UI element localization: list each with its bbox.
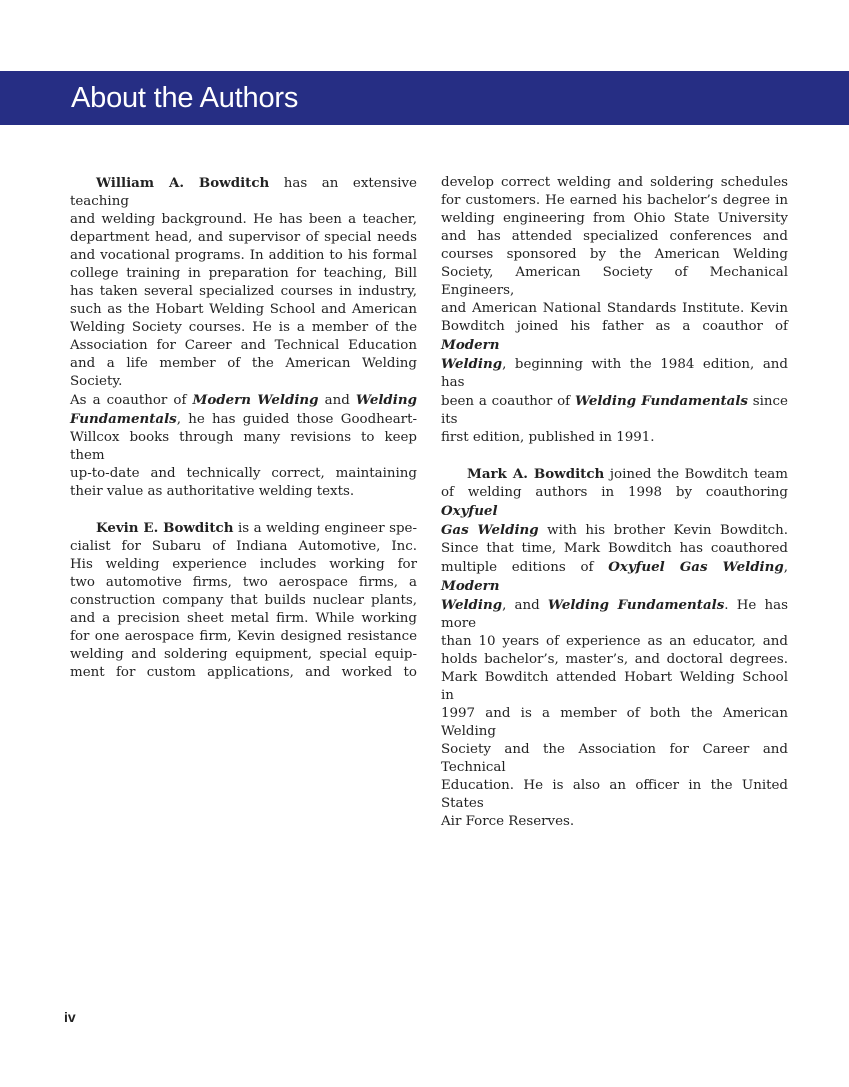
book-title: Oxyfuel Gas Welding: [608, 559, 784, 575]
text-line: develop correct welding and soldering schedules: [441, 175, 788, 190]
book-title: Welding: [441, 597, 503, 613]
text-line: and a precision sheet metal firm. While working: [70, 611, 417, 626]
author-name: Mark A. Bowditch: [467, 466, 605, 482]
text-line: Willcox books through many revisions to keep them: [70, 430, 417, 463]
book-title: Welding Fundamentals: [574, 393, 748, 409]
text-line: Welding, and Welding Fundamentals. He has more: [441, 597, 788, 631]
text-line: department head, and supervisor of special needs: [70, 230, 417, 245]
text-line: Society, American Society of Mechanical Engineers,: [441, 265, 788, 298]
book-title: Welding Fundamentals: [547, 597, 725, 613]
text-line: and has attended specialized conferences and: [441, 229, 788, 244]
text-line: Association for Career and Technical Education: [70, 338, 417, 353]
bio-paragraph: [441, 465, 788, 831]
bio-paragraph: [70, 519, 417, 682]
text-line: Mark Bowditch attended Hobart Welding School in: [441, 670, 788, 703]
text-line: two automotive firms, two aerospace firms, a: [70, 575, 417, 590]
text-line: Society and the Association for Career and Technical: [441, 742, 788, 775]
text-line: Education. He is also an officer in the United States: [441, 778, 788, 811]
text-line: Welding Society courses. He is a member of the: [70, 320, 417, 335]
text-line: construction company that builds nuclear plants,: [70, 593, 417, 608]
section-header-banner: [0, 71, 849, 125]
text-line: of welding authors in 1998 by coauthoring Oxyfuel: [441, 485, 788, 519]
book-title: Welding: [355, 392, 417, 408]
book-title: Modern Welding: [192, 392, 319, 408]
book-title: Welding: [441, 356, 503, 372]
text-line: Air Force Reserves.: [441, 814, 575, 829]
text-line: and a life member of the American Welding Society.: [70, 356, 417, 389]
text-line: welding engineering from Ohio State University: [441, 211, 788, 226]
text-line: Gas Welding with his brother Kevin Bowditch.: [441, 522, 788, 538]
text-line: His welding experience includes working for: [70, 557, 417, 572]
left-column: [70, 174, 417, 700]
text-line: up-to-date and technically correct, maintaining: [70, 466, 417, 481]
book-title: Fundamentals: [70, 411, 177, 427]
bio-paragraph: [441, 174, 788, 447]
text-line: multiple editions of Oxyfuel Gas Welding, Modern: [441, 559, 789, 594]
text-line: their value as authoritative welding texts.: [70, 484, 355, 499]
bio-paragraph: [70, 174, 417, 501]
page-title: About the Authors: [71, 82, 299, 114]
text-line: cialist for Subaru of Indiana Automotive, Inc.: [70, 539, 417, 554]
text-line: Kevin E. Bowditch is a welding engineer spe-: [96, 520, 417, 536]
page-number: iv: [64, 1009, 76, 1025]
text-line: has taken several specialized courses in industry,: [70, 284, 417, 299]
text-line: been a coauthor of Welding Fundamentals since its: [441, 393, 788, 427]
text-line: than 10 years of experience as an educator, and: [441, 634, 788, 649]
text-line: Since that time, Mark Bowditch has coauthored: [441, 541, 788, 556]
text-line: holds bachelor’s, master’s, and doctoral degrees.: [441, 652, 788, 667]
author-name: Kevin E. Bowditch: [96, 520, 234, 536]
text-line: ment for custom applications, and worked to: [70, 665, 417, 680]
text-line: Bowditch joined his father as a coauthor of Modern: [441, 319, 788, 353]
text-line: welding and soldering equipment, special equip-: [70, 647, 417, 662]
book-title: Modern: [441, 578, 500, 594]
text-line: such as the Hobart Welding School and American: [70, 302, 417, 317]
text-line: Fundamentals, he has guided those Goodheart-: [70, 411, 417, 427]
text-line: and welding background. He has been a teacher,: [70, 212, 417, 227]
text-line: and vocational programs. In addition to his formal: [70, 248, 417, 263]
text-line: and American National Standards Institute. Kevin: [441, 301, 788, 316]
text-line: courses sponsored by the American Welding: [441, 247, 788, 262]
book-title: Modern: [441, 337, 500, 353]
text-line: Mark A. Bowditch joined the Bowditch team: [467, 466, 788, 482]
text-line: for customers. He earned his bachelor’s degree in: [441, 193, 788, 208]
text-line: for one aerospace firm, Kevin designed resistance: [70, 629, 417, 644]
text-line: 1997 and is a member of both the American Welding: [441, 706, 788, 739]
text-line: As a coauthor of Modern Welding and Welding: [70, 392, 417, 408]
author-name: William A. Bowditch: [96, 175, 270, 191]
text-line: William A. Bowditch has an extensive teaching: [70, 175, 417, 209]
book-title: Gas Welding: [441, 522, 539, 538]
text-line: Welding, beginning with the 1984 edition, and has: [441, 356, 788, 390]
text-line: college training in preparation for teaching, Bill: [70, 266, 417, 281]
text-line: first edition, published in 1991.: [441, 430, 655, 445]
right-column: [441, 174, 788, 849]
book-title: Oxyfuel: [441, 503, 498, 519]
